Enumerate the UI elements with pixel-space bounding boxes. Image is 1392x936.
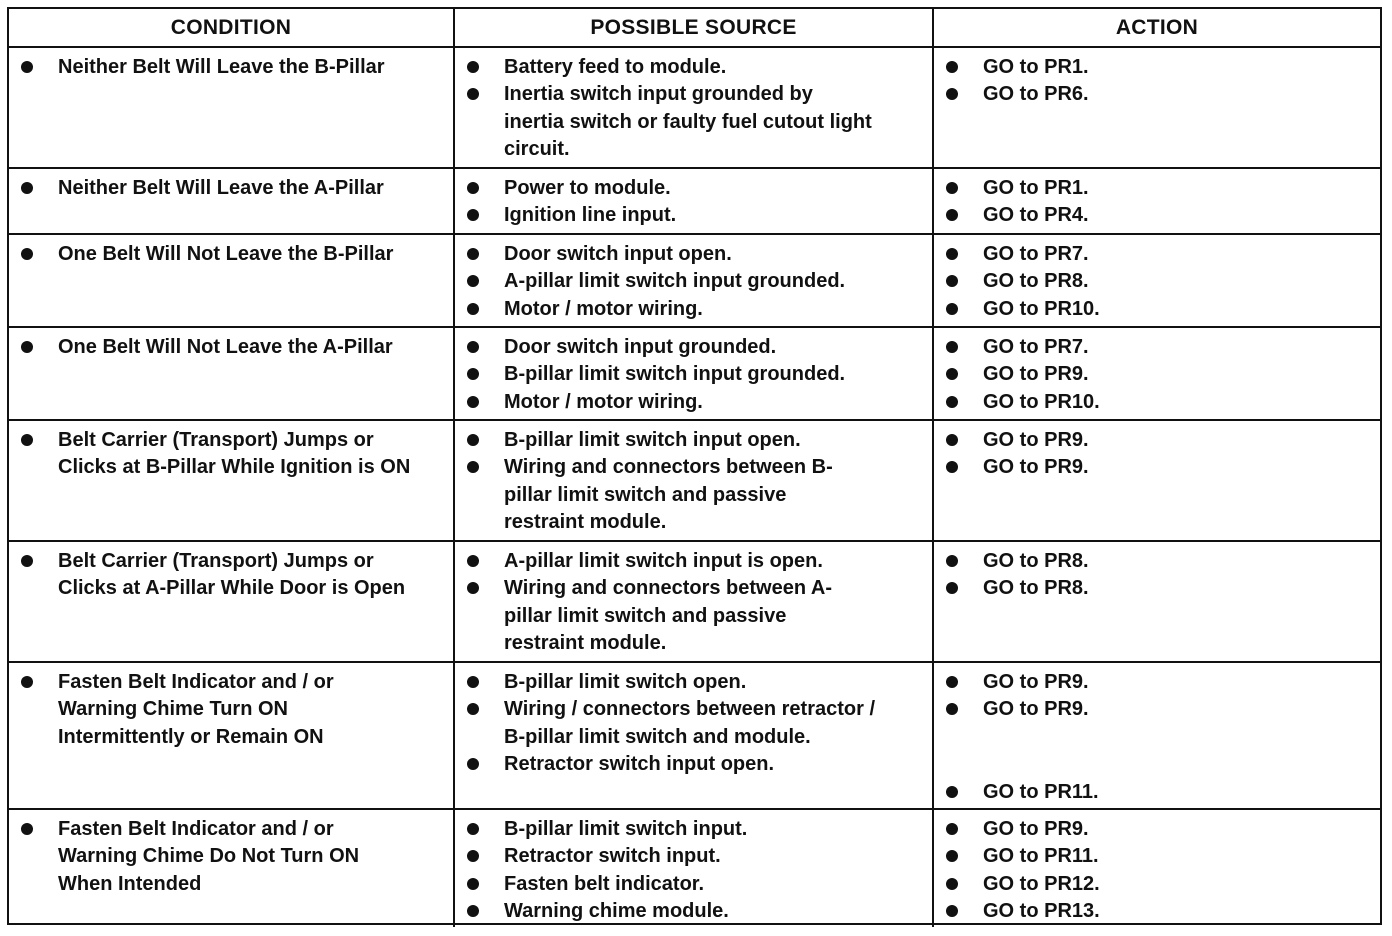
action-text: GO to PR8. [983, 577, 1089, 600]
table-row [9, 421, 1380, 542]
action-text: GO to PR10. [983, 297, 1100, 320]
action-text: GO to PR9. [983, 429, 1089, 451]
bullet-icon [946, 461, 958, 473]
source-cell [455, 328, 934, 419]
bullet-icon [467, 555, 479, 567]
bullet-icon [946, 850, 958, 862]
bullet-icon [946, 248, 958, 260]
source-cell [455, 542, 934, 661]
source-text: B-pillar limit switch open. [504, 671, 747, 693]
condition-cell [9, 169, 455, 233]
bullet-icon [467, 248, 479, 260]
bullet-icon [946, 582, 958, 594]
condition-text: Belt Carrier (Transport) Jumps or Clicks at B-Pillar While Ignition is ON [58, 429, 411, 479]
action-cell [934, 421, 1380, 540]
bullet-icon [946, 341, 958, 353]
action-text: GO to PR9. [983, 671, 1089, 693]
bullet-icon [946, 209, 958, 221]
action-text: GO to PR11. [983, 845, 1099, 868]
condition-cell [9, 421, 455, 540]
action-text: GO to PR7. [983, 243, 1089, 265]
troubleshooting-table [7, 7, 1382, 925]
bullet-icon [467, 850, 479, 862]
condition-cell [9, 663, 455, 808]
source-cell [455, 810, 934, 927]
bullet-icon [467, 461, 479, 473]
source-text: Wiring and connectors between A-pillar limit switch and passive restraint module. [504, 577, 832, 655]
bullet-icon [946, 303, 958, 315]
bullet-icon [467, 182, 479, 194]
bullet-icon [946, 434, 958, 446]
source-text: Wiring and connectors between B-pillar limit switch and passive restraint module. [504, 456, 833, 534]
condition-cell [9, 235, 455, 326]
bullet-icon [467, 61, 479, 73]
action-text: GO to PR8. [983, 550, 1089, 572]
source-cell [455, 235, 934, 326]
bullet-icon [946, 275, 958, 287]
bullet-icon [946, 396, 958, 408]
source-text: Battery feed to module. [504, 56, 727, 78]
bullet-icon [467, 676, 479, 688]
action-cell [934, 663, 1380, 808]
table-row [9, 235, 1380, 328]
condition-text: Fasten Belt Indicator and / or Warning Chime Do Not Turn ON When Intended [58, 818, 360, 895]
action-cell [934, 328, 1380, 419]
table-row [9, 663, 1380, 810]
bullet-icon [946, 182, 958, 194]
source-text: Retractor switch input open. [504, 753, 775, 776]
action-cell [934, 542, 1380, 661]
condition-text: Neither Belt Will Leave the B-Pillar [58, 56, 385, 78]
condition-text: One Belt Will Not Leave the A-Pillar [58, 336, 393, 358]
table-row [9, 169, 1380, 235]
condition-cell [9, 810, 455, 927]
action-text: GO to PR9. [983, 456, 1089, 479]
bullet-icon [467, 878, 479, 890]
bullet-icon [946, 555, 958, 567]
source-cell [455, 421, 934, 540]
bullet-icon [21, 61, 33, 73]
action-text: GO to PR7. [983, 336, 1089, 358]
bullet-icon [946, 823, 958, 835]
source-text: Warning chime module. [504, 900, 729, 923]
condition-cell [9, 48, 455, 167]
action-text: GO to PR10. [983, 390, 1100, 413]
bullet-icon [467, 88, 479, 100]
source-text: Door switch input open. [504, 243, 732, 265]
bullet-icon [467, 341, 479, 353]
condition-text: Neither Belt Will Leave the A-Pillar [58, 177, 384, 199]
condition-text: One Belt Will Not Leave the B-Pillar [58, 243, 394, 265]
bullet-icon [946, 905, 958, 917]
bullet-icon [467, 368, 479, 380]
source-text: Fasten belt indicator. [504, 872, 705, 895]
action-text: GO to PR13. [983, 900, 1100, 923]
bullet-icon [21, 341, 33, 353]
bullet-icon [946, 703, 958, 715]
action-cell [934, 235, 1380, 326]
action-cell [934, 48, 1380, 167]
action-text: GO to PR9. [983, 363, 1089, 386]
source-text: Motor / motor wiring. [504, 297, 703, 320]
bullet-icon [21, 555, 33, 567]
table-row [9, 48, 1380, 169]
source-text: B-pillar limit switch input grounded. [504, 363, 846, 386]
source-text: B-pillar limit switch input. [504, 818, 748, 840]
bullet-icon [467, 905, 479, 917]
bullet-icon [21, 182, 33, 194]
action-text: GO to PR8. [983, 270, 1089, 293]
condition-cell [9, 328, 455, 419]
source-cell [455, 48, 934, 167]
condition-text: Belt Carrier (Transport) Jumps or Clicks at A-Pillar While Door is Open [58, 550, 406, 600]
action-text: GO to PR9. [983, 818, 1089, 840]
condition-cell [9, 542, 455, 661]
bullet-icon [467, 303, 479, 315]
bullet-icon [467, 396, 479, 408]
bullet-icon [946, 61, 958, 73]
bullet-icon [467, 275, 479, 287]
bullet-icon [21, 248, 33, 260]
bullet-icon [946, 676, 958, 688]
header-possible-source: POSSIBLE SOURCE [455, 9, 934, 46]
action-text: GO to PR1. [983, 177, 1089, 199]
bullet-icon [467, 582, 479, 594]
source-text: Retractor switch input. [504, 845, 721, 868]
bullet-icon [467, 703, 479, 715]
source-text: A-pillar limit switch input grounded. [504, 270, 846, 293]
table-row [9, 810, 1380, 927]
bullet-icon [946, 88, 958, 100]
bullet-icon [946, 786, 958, 798]
source-text: A-pillar limit switch input is open. [504, 550, 823, 572]
table-header [9, 9, 1380, 48]
action-text: GO to PR11. [983, 780, 1099, 803]
source-text: Power to module. [504, 177, 671, 199]
source-text: Inertia switch input grounded by inertia switch or faulty fuel cutout light circuit. [504, 83, 872, 161]
table-row [9, 328, 1380, 421]
source-cell [455, 169, 934, 233]
condition-text: Fasten Belt Indicator and / or Warning Chime Turn ON Intermittently or Remain ON [58, 671, 334, 748]
bullet-icon [467, 209, 479, 221]
source-text: B-pillar limit switch input open. [504, 429, 801, 451]
source-text: Ignition line input. [504, 204, 677, 227]
source-text: Motor / motor wiring. [504, 390, 703, 413]
bullet-icon [946, 878, 958, 890]
bullet-icon [467, 434, 479, 446]
action-text: GO to PR6. [983, 83, 1089, 106]
action-text: GO to PR4. [983, 204, 1089, 227]
bullet-icon [21, 823, 33, 835]
action-cell [934, 169, 1380, 233]
action-text: GO to PR1. [983, 56, 1089, 78]
header-action: ACTION [1115, 15, 1199, 39]
source-text: Wiring / connectors between retractor / B-pillar limit switch and module. [504, 698, 876, 748]
bullet-icon [946, 368, 958, 380]
action-text: GO to PR9. [983, 698, 1089, 721]
bullet-icon [467, 823, 479, 835]
bullet-icon [21, 676, 33, 688]
action-cell [934, 810, 1380, 927]
source-text: Door switch input grounded. [504, 336, 777, 358]
source-cell [455, 663, 934, 808]
bullet-icon [21, 434, 33, 446]
bullet-icon [467, 758, 479, 770]
table-row [9, 542, 1380, 663]
action-text: GO to PR12. [983, 872, 1100, 895]
header-condition: CONDITION [9, 9, 455, 46]
